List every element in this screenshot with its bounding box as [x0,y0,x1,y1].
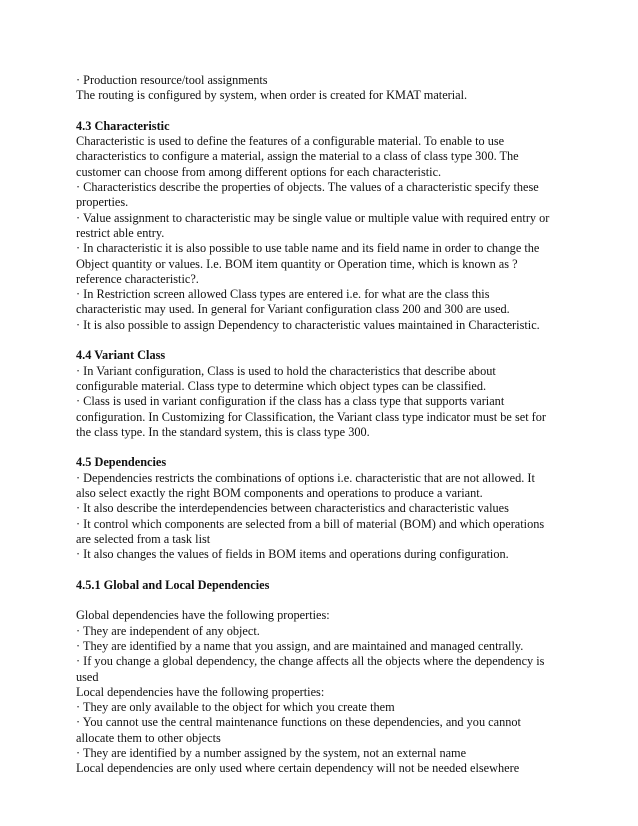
document-page [76,73,566,777]
text-line: · Value assignment to characteristic may be single value or multiple value with required entry or [76,210,550,225]
text-line: customer can choose from among different options for each characteristic. [76,164,442,179]
text-line: configuration. In Customizing for Classification, the Variant class type indicator must be set for [76,409,547,424]
text-line: the class type. In the standard system, this is class type 300. [76,424,370,439]
text-line: The routing is configured by system, when order is created for KMAT material. [76,88,468,103]
section-4-5-1 [76,578,566,777]
text-line: · You cannot use the central maintenance functions on these dependencies, and you cannot [76,715,521,730]
section-4-5 [76,455,566,562]
text-line: · Class is used in variant configuration if the class has a class type that supports variant [76,394,505,409]
text-line: restrict able entry. [76,225,165,240]
text-line: · They are identified by a number assigned by the system, not an external name [76,746,467,761]
text-line: · They are identified by a name that you assign, and are maintained and managed centrally. [76,638,524,653]
text-line: Object quantity or values. I.e. BOM item quantity or Operation time, which is known as ? [76,256,518,271]
text-line: are selected from a task list [76,531,211,546]
section-4-3 [76,119,566,333]
section-heading: 4.4 Variant Class [76,348,166,363]
paragraph-gap [76,593,566,608]
text-line: · It is also possible to assign Dependency to characteristic values maintained in Characteristic. [76,317,540,332]
section-heading: 4.5 Dependencies [76,455,167,470]
text-line: characteristics to configure a material, assign the material to a class of class type 300. The [76,149,519,164]
text-line: · If you change a global dependency, the change affects all the objects where the dependency is [76,654,545,669]
text-line: · In Variant configuration, Class is used to hold the characteristics that describe about [76,363,496,378]
text-line: reference characteristic?. [76,271,199,286]
text-line: · In characteristic it is also possible to use table name and its field name in order to change the [76,241,540,256]
text-line: configurable material. Class type to determine which object types can be classified. [76,378,487,393]
text-line: · It also describe the interdependencies between characteristics and characteristic values [76,501,509,516]
paragraph-gap [76,104,566,119]
text-line: · Dependencies restricts the combinations of options i.e. characteristic that are not allowed. It [76,470,535,485]
text-line: characteristic may used. In general for Variant configuration class 200 and 300 are used. [76,302,510,317]
paragraph-gap [76,563,566,578]
text-line: allocate them to other objects [76,730,221,745]
text-line: · They are only available to the object for which you create them [76,700,395,715]
text-line: · Production resource/tool assignments [76,73,268,87]
text-line: Global dependencies have the following properties: [76,608,330,623]
text-line: also select exactly the right BOM components and operations to produce a variant. [76,486,483,501]
text-line: · It control which components are selected from a bill of material (BOM) and which operations [76,516,545,531]
section-4-4 [76,348,566,440]
section-heading: 4.5.1 Global and Local Dependencies [76,577,270,592]
text-line: · It also changes the values of fields in BOM items and operations during configuration. [76,547,509,562]
text-line: used [76,669,99,684]
text-line: Local dependencies are only used where certain dependency will not be needed elsewhere [76,761,520,776]
text-line: · Characteristics describe the properties of objects. The values of a characteristic specify these [76,180,539,195]
text-line: Local dependencies have the following properties: [76,684,325,699]
text-line: properties. [76,195,129,210]
text-line: · They are independent of any object. [76,623,260,638]
text-line: · In Restriction screen allowed Class types are entered i.e. for what are the class this [76,287,490,302]
intro-block [76,73,566,104]
paragraph-gap [76,440,566,455]
text-line: Characteristic is used to define the features of a configurable material. To enable to use [76,134,505,149]
section-heading: 4.3 Characteristic [76,118,170,133]
paragraph-gap [76,333,566,348]
